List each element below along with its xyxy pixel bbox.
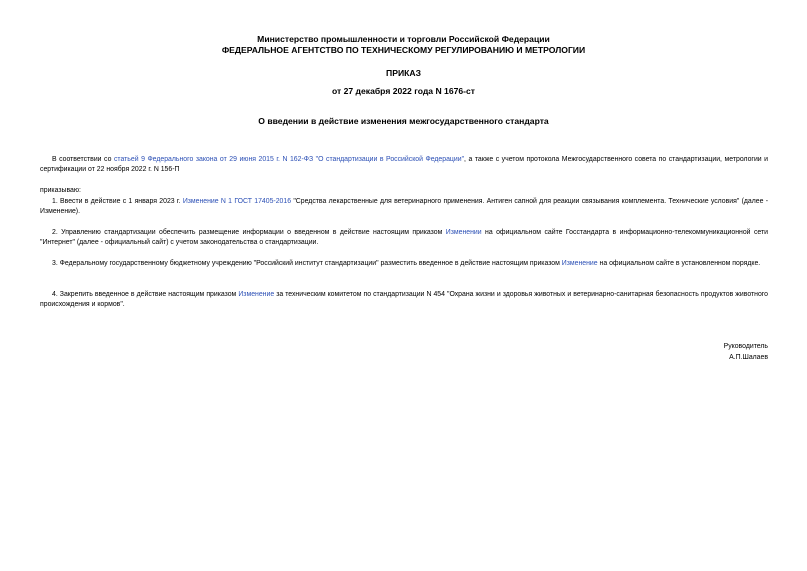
document-title: О введении в действие изменения межгосударственного стандарта xyxy=(258,116,549,126)
item-1-text-2: "Средства лекарственные для ветеринарного применения. Антиген сапной для реакции связывания комплемента. Технические условия" (далее - Изменение). xyxy=(40,198,769,215)
item-4-text-2: за техническим комитетом по стандартизации N 454 "Охрана жизни и здоровья животных и ветеринарно-санитарная безопасность продуктов животного происхождения и кормов". xyxy=(40,291,768,308)
order-item-3 xyxy=(40,259,768,269)
item-2-text-2: на официальном сайте Госстандарта в информационно-телекоммуникационной сети "Интернет" (далее - официальный сайт) с учетом законодательства о стандартизации. xyxy=(40,229,768,246)
preamble-text-1: В соответствии со xyxy=(52,156,114,163)
document-type: ПРИКАЗ xyxy=(386,68,421,78)
order-item-1 xyxy=(40,197,768,217)
amendment-link-4[interactable]: Изменение xyxy=(238,291,275,298)
amendment-link-3[interactable]: Изменение xyxy=(561,260,598,267)
preamble-paragraph xyxy=(40,155,768,175)
agency-name: ФЕДЕРАЛЬНОЕ АГЕНТСТВО ПО ТЕХНИЧЕСКОМУ РЕГУЛИРОВАНИЮ И МЕТРОЛОГИИ xyxy=(221,45,586,55)
federal-law-link[interactable]: статьей 9 Федерального закона от 29 июня 2015 г. N 162-ФЗ "О стандартизации в Российской Федерации" xyxy=(113,156,465,163)
signatory-position: Руководитель xyxy=(723,343,768,350)
order-word: приказываю: xyxy=(40,187,81,194)
signatory-name: А.П.Шалаев xyxy=(729,354,768,361)
item-3-text-2: на официальном сайте в установленном порядке. xyxy=(597,260,761,267)
item-1-text-1: 1. Ввести в действие с 1 января 2023 г. xyxy=(52,198,183,205)
order-item-2 xyxy=(40,228,768,248)
document-date-number: от 27 декабря 2022 года N 1676-ст xyxy=(331,86,476,96)
item-4-text-1: 4. Закрепить введенное в действие настоящим приказом xyxy=(52,291,239,298)
gost-amendment-link[interactable]: Изменение N 1 ГОСТ 17405-2016 xyxy=(182,198,292,205)
item-3-text-1: 3. Федеральному государственному бюджетному учреждению "Российский институт стандартизации" разместить введенное в действие настоящим приказом xyxy=(52,260,562,267)
order-item-4 xyxy=(40,290,768,310)
ministry-name: Министерство промышленности и торговли Российской Федерации xyxy=(257,34,550,44)
preamble-text-2: , а также с учетом протокола Межгосударственного совета по стандартизации, метрологии и сертификации от 22 ноября 2022 г. N 156-П xyxy=(40,156,769,173)
item-2-text-1: 2. Управлению стандартизации обеспечить размещение информации о введенном в действие настоящим приказом xyxy=(52,229,446,236)
amendment-link-2[interactable]: Изменении xyxy=(445,229,482,236)
